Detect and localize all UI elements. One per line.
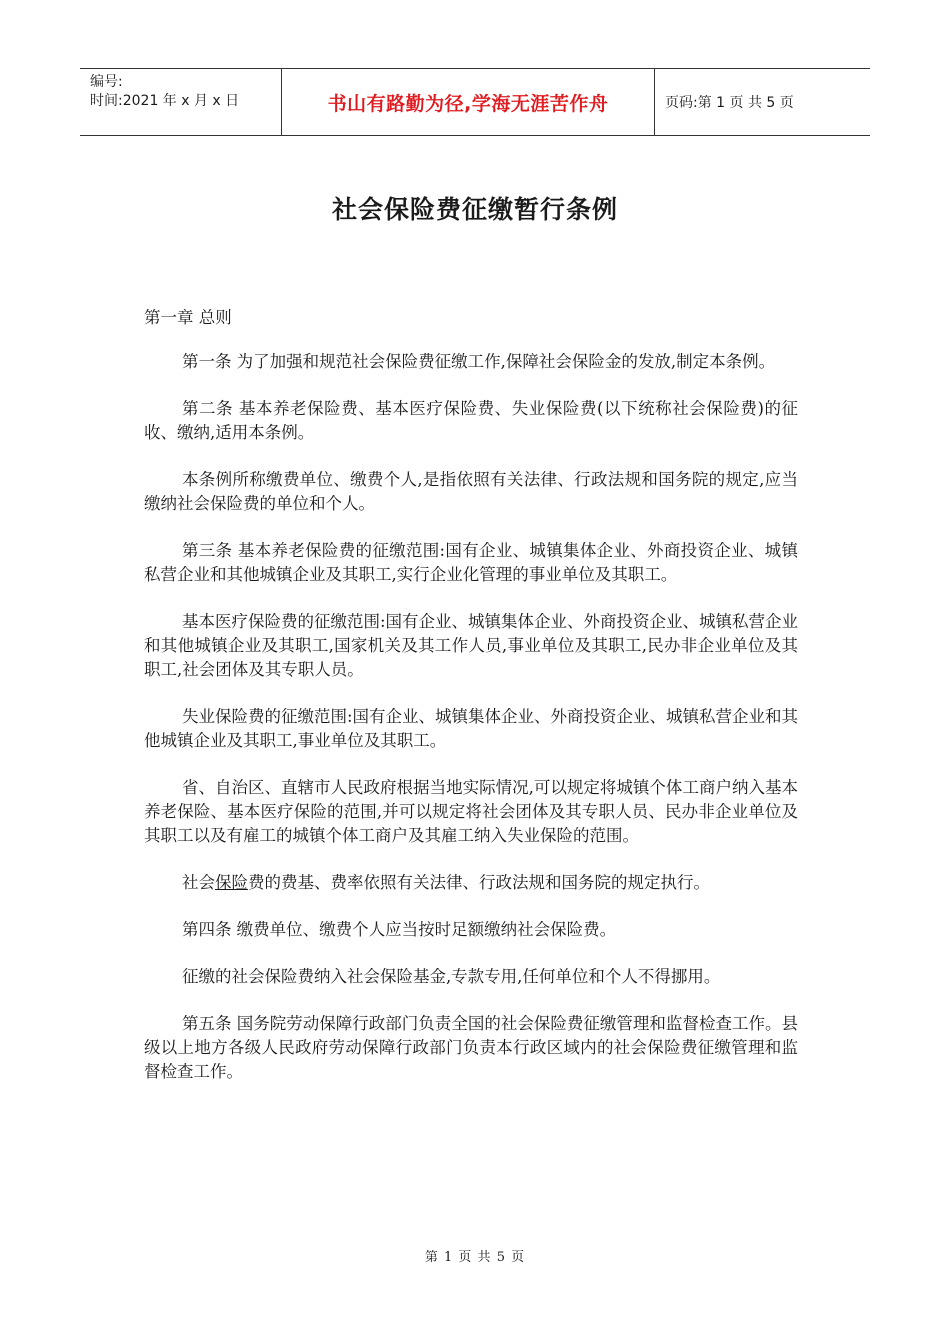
header-meta-cell xyxy=(80,69,282,135)
page-footer: 第 1 页 共 5 页 xyxy=(424,1250,526,1265)
fee-base-suffix: 费的费基、费率依照有关法律、行政法规和国务院的规定执行。 xyxy=(247,873,710,892)
page-info: 页码:第 1 页 共 5 页 xyxy=(665,95,794,111)
fund-usage-paragraph: 征缴的社会保险费纳入社会保险基金,专款专用,任何单位和个人不得挪用。 xyxy=(181,967,721,986)
number-label: 编号: xyxy=(90,74,123,90)
chapter-heading: 第一章 总则 xyxy=(144,308,232,327)
document-body xyxy=(144,306,798,1107)
unemployment-scope-paragraph: 失业保险费的征缴范围:国有企业、城镇集体企业、外商投资企业、城镇私营企业和其他城镇企业及其职工,事业单位及其职工。 xyxy=(144,707,798,750)
medical-scope-paragraph: 基本医疗保险费的征缴范围:国有企业、城镇集体企业、外商投资企业、城镇私营企业和其他城镇企业及其职工,国家机关及其工作人员,事业单位及其职工,民办非企业单位及其职工,社会团体及其专职人员。 xyxy=(144,612,798,679)
article-2-paragraph: 第二条 基本养老保险费、基本医疗保险费、失业保险费(以下统称社会保险费)的征收、缴纳,适用本条例。 xyxy=(144,399,798,442)
fee-base-underlined: 保险 xyxy=(214,873,248,892)
article-1-paragraph: 第一条 为了加强和规范社会保险费征缴工作,保障社会保险金的发放,制定本条例。 xyxy=(181,352,776,371)
fee-base-prefix: 社会 xyxy=(181,873,215,892)
header-page-cell xyxy=(655,69,870,135)
article-4-paragraph: 第四条 缴费单位、缴费个人应当按时足额缴纳社会保险费。 xyxy=(181,920,617,939)
date-label: 时间:2021 年 x 月 x 日 xyxy=(90,93,240,109)
document-title: 社会保险费征缴暂行条例 xyxy=(331,195,618,224)
article-5-paragraph: 第五条 国务院劳动保障行政部门负责全国的社会保险费征缴管理和监督检查工作。县级以上地方各级人民政府劳动保障行政部门负责本行政区域内的社会保险费征缴管理和监督检查工作。 xyxy=(144,1014,798,1081)
payer-definition-paragraph: 本条例所称缴费单位、缴费个人,是指依照有关法律、行政法规和国务院的规定,应当缴纳社会保险费的单位和个人。 xyxy=(144,470,798,513)
motto-text: 书山有路勤为径,学海无涯苦作舟 xyxy=(327,92,609,115)
article-3-paragraph: 第三条 基本养老保险费的征缴范围:国有企业、城镇集体企业、外商投资企业、城镇私营企业和其他城镇企业及其职工,实行企业化管理的事业单位及其职工。 xyxy=(144,541,798,584)
header-motto-cell xyxy=(282,69,655,135)
provincial-scope-paragraph: 省、自治区、直辖市人民政府根据当地实际情况,可以规定将城镇个体工商户纳入基本养老保险、基本医疗保险的范围,并可以规定将社会团体及其专职人员、民办非企业单位及其职工以及有雇工的城镇个体工商户及其雇工纳入失业保险的范围。 xyxy=(144,778,798,845)
fee-base-paragraph xyxy=(144,871,798,895)
document-header xyxy=(80,68,870,136)
